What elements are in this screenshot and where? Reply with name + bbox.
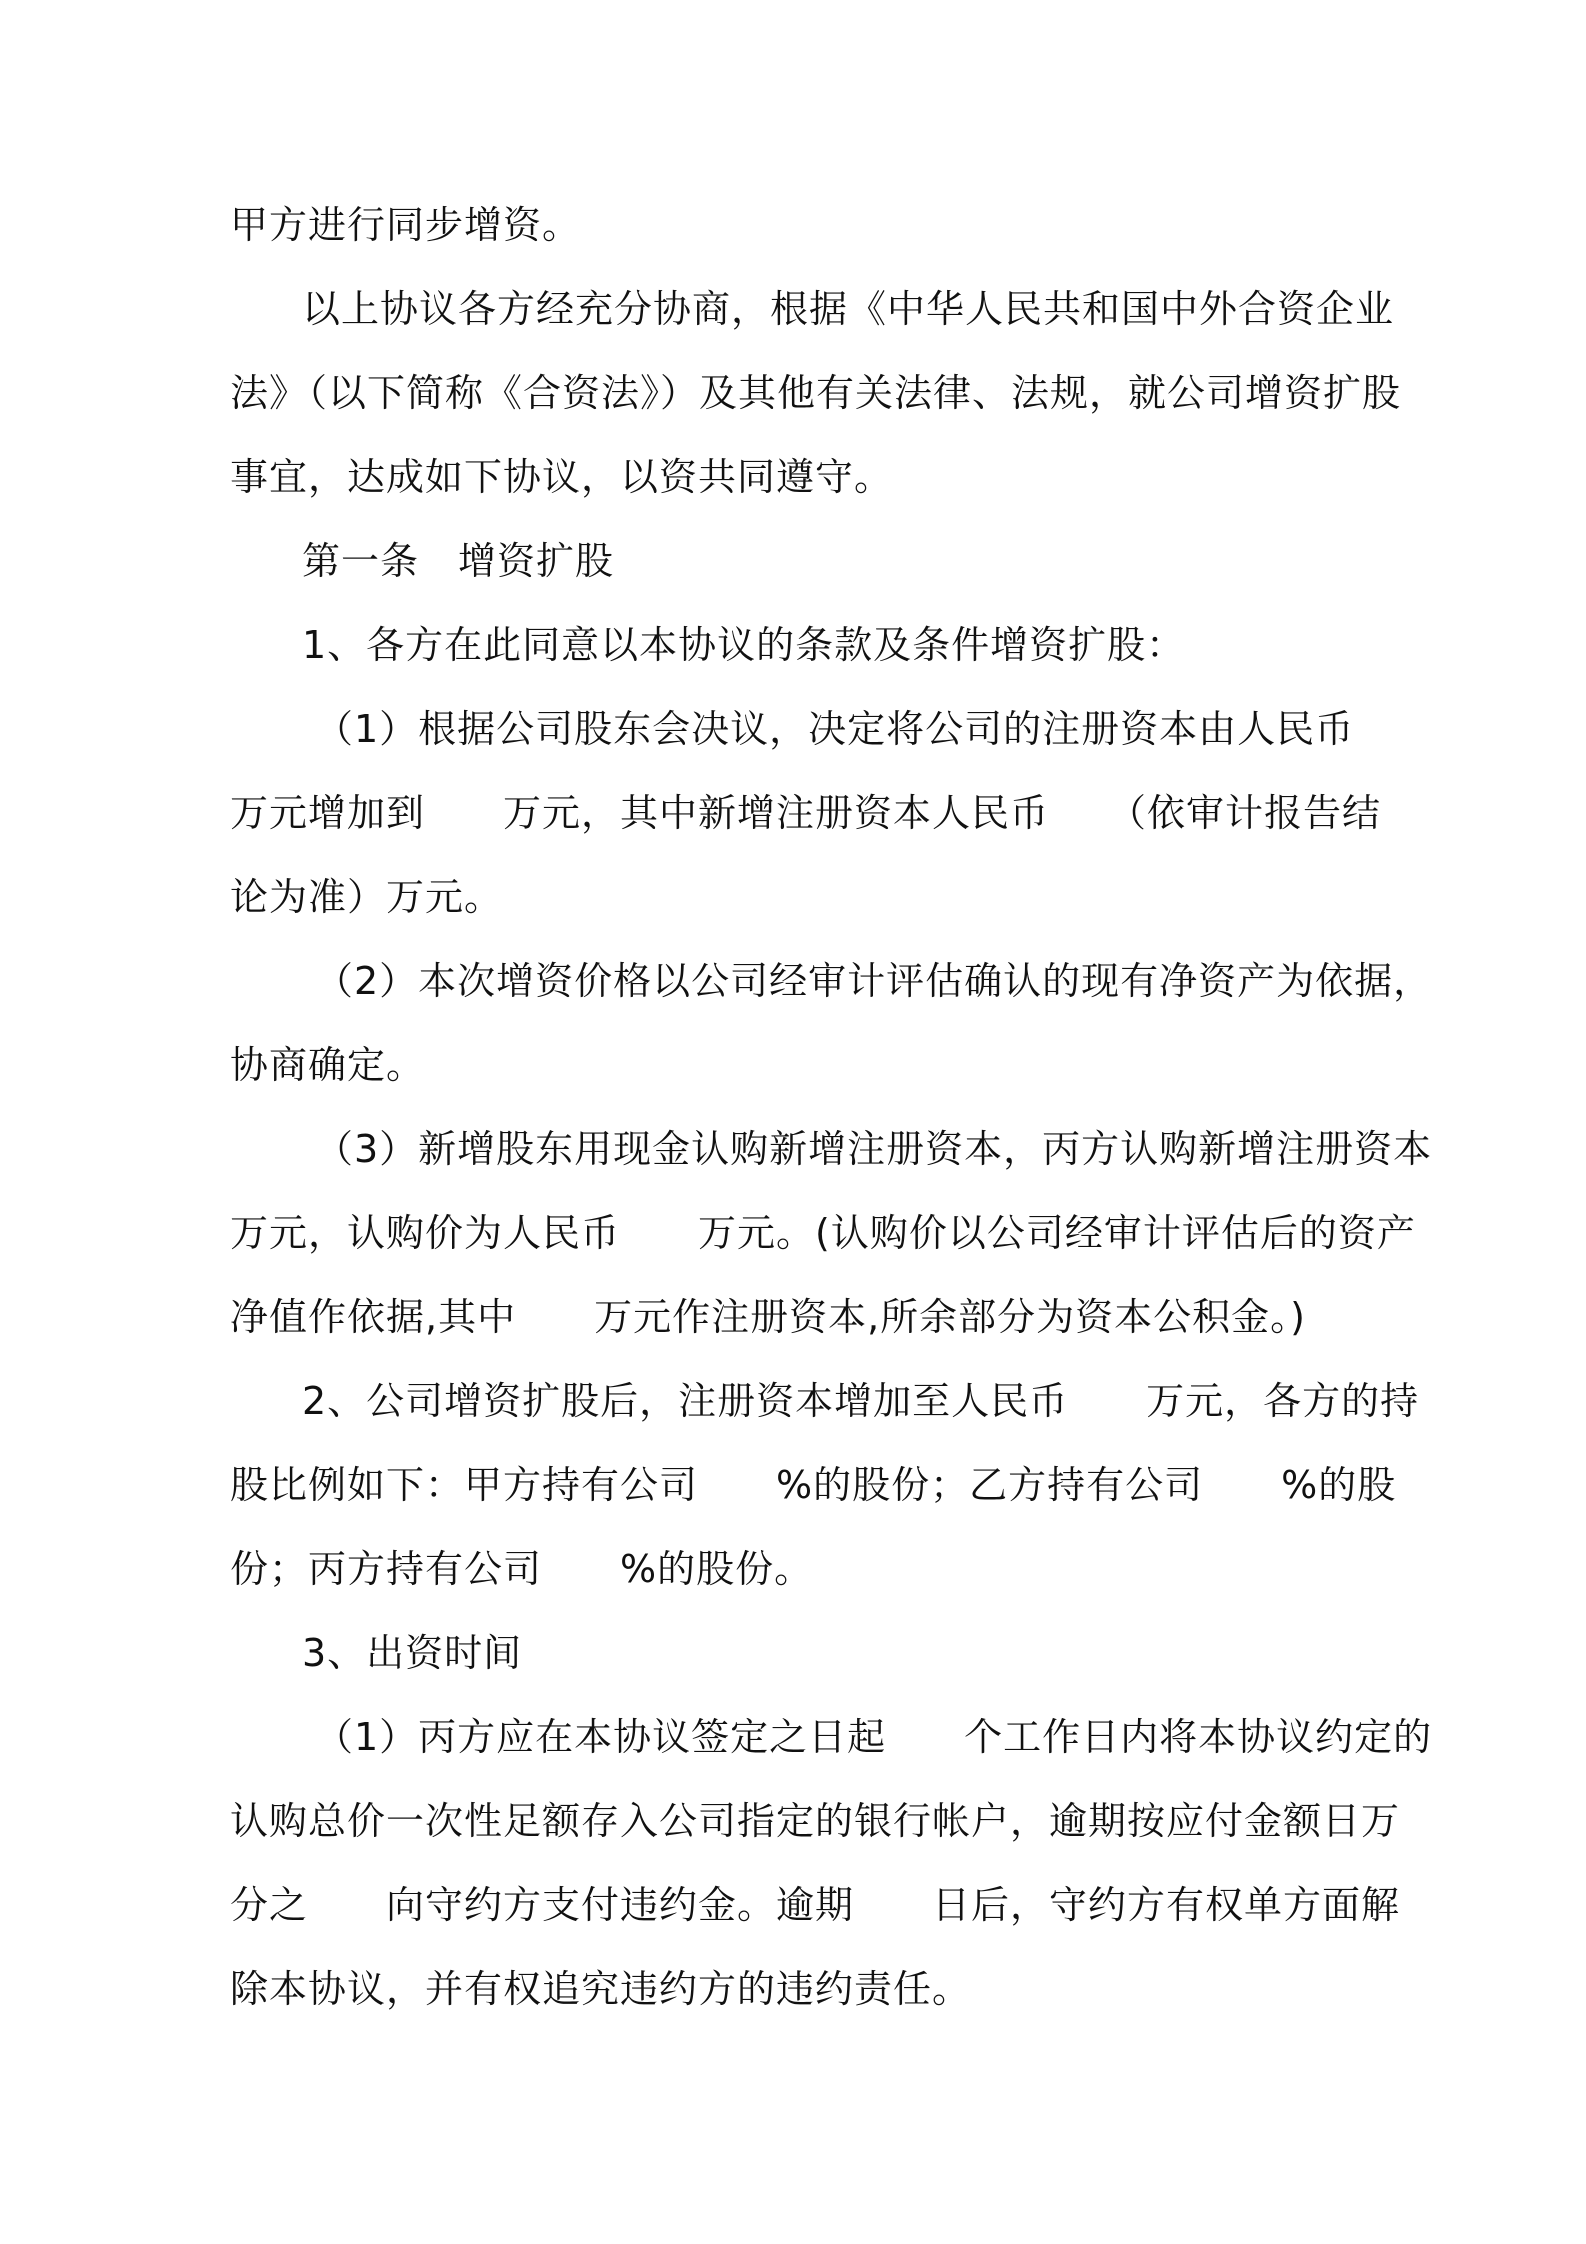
paragraph-line: 除本协议，并有权追究违约方的违约责任。 (230, 1967, 972, 2011)
paragraph-line: 万元增加到 万元，其中新增注册资本人民币 （依审计报告结 (230, 791, 1382, 835)
paragraph-line: 认购总价一次性足额存入公司指定的银行帐户，逾期按应付金额日万 (230, 1799, 1401, 1843)
paragraph-line: 份；丙方持有公司 %的股份。 (230, 1547, 814, 1591)
paragraph-line: 分之 向守约方支付违约金。逾期 日后，守约方有权单方面解 (230, 1883, 1401, 1927)
section-heading: 3、出资时间 (302, 1631, 523, 1675)
paragraph-line: 以上协议各方经充分协商，根据《中华人民共和国中外合资企业 (302, 287, 1395, 331)
paragraph-line: 1、各方在此同意以本协议的条款及条件增资扩股： (302, 623, 1186, 667)
article-heading: 第一条 增资扩股 (302, 539, 615, 583)
paragraph-line: 2、公司增资扩股后，注册资本增加至人民币 万元，各方的持 (302, 1379, 1420, 1423)
paragraph-line: 事宜，达成如下协议，以资共同遵守。 (230, 455, 894, 499)
paragraph-line: 甲方进行同步增资。 (230, 203, 582, 247)
paragraph-line: 法》（以下简称《合资法》）及其他有关法律、法规，就公司增资扩股 (230, 371, 1402, 415)
paragraph-line: 净值作依据,其中 万元作注册资本,所余部分为资本公积金。) (230, 1295, 1306, 1339)
paragraph-line: 论为准）万元。 (230, 875, 504, 919)
paragraph-line: 万元，认购价为人民币 万元。(认购价以公司经审计评估后的资产 (230, 1211, 1416, 1255)
paragraph-line: （1）丙方应在本协议签定之日起 个工作日内将本协议约定的 (315, 1715, 1433, 1759)
paragraph-line: （1）根据公司股东会决议，决定将公司的注册资本由人民币 (315, 707, 1355, 751)
paragraph-line: （2）本次增资价格以公司经审计评估确认的现有净资产为依据， (315, 959, 1433, 1003)
paragraph-line: 协商确定。 (230, 1043, 426, 1087)
paragraph-line: 股比例如下：甲方持有公司 %的股份；乙方持有公司 %的股 (230, 1463, 1397, 1507)
paragraph-line: （3）新增股东用现金认购新增注册资本，丙方认购新增注册资本 (315, 1127, 1433, 1171)
